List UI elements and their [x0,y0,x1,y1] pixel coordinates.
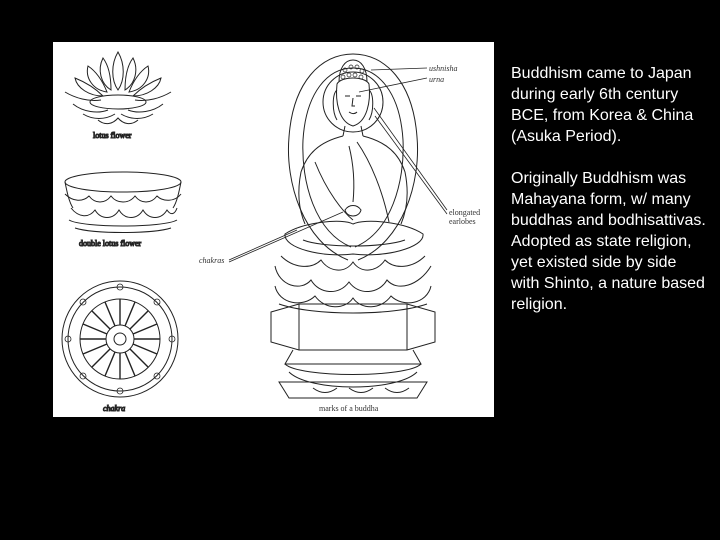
paragraph-arrival: Buddhism came to Japan during early 6th century BCE, from Korea & China (Asuka Period). [511,65,694,145]
elongated-label-line2: earlobes [449,217,476,226]
double-lotus-drawing [65,172,181,233]
buddha-illustration [53,42,494,417]
chakra-wheel-drawing [62,281,178,397]
elongated-label-line1: elongated [449,208,481,217]
annotation-lines [229,68,447,262]
lotus-flower-drawing [65,52,171,124]
double-lotus-label: double lotus flower [79,239,142,248]
seated-buddha-drawing [271,54,435,398]
urna-label: urna [429,75,445,84]
description-text [511,63,706,315]
chakra-label: chakra [103,404,126,413]
marks-of-a-buddha-label: marks of a buddha [319,404,379,413]
lotus-flower-label: lotus flower [93,131,132,140]
ushnisha-label: ushnisha [429,64,458,73]
paragraph-mahayana: Originally Buddhism was Mahayana form, w/ many buddhas and bodhisattivas. Adopted as state religion, yet existed side by side with Shinto, a nature based religion. [511,170,706,313]
chakras-label: chakras [199,256,225,265]
